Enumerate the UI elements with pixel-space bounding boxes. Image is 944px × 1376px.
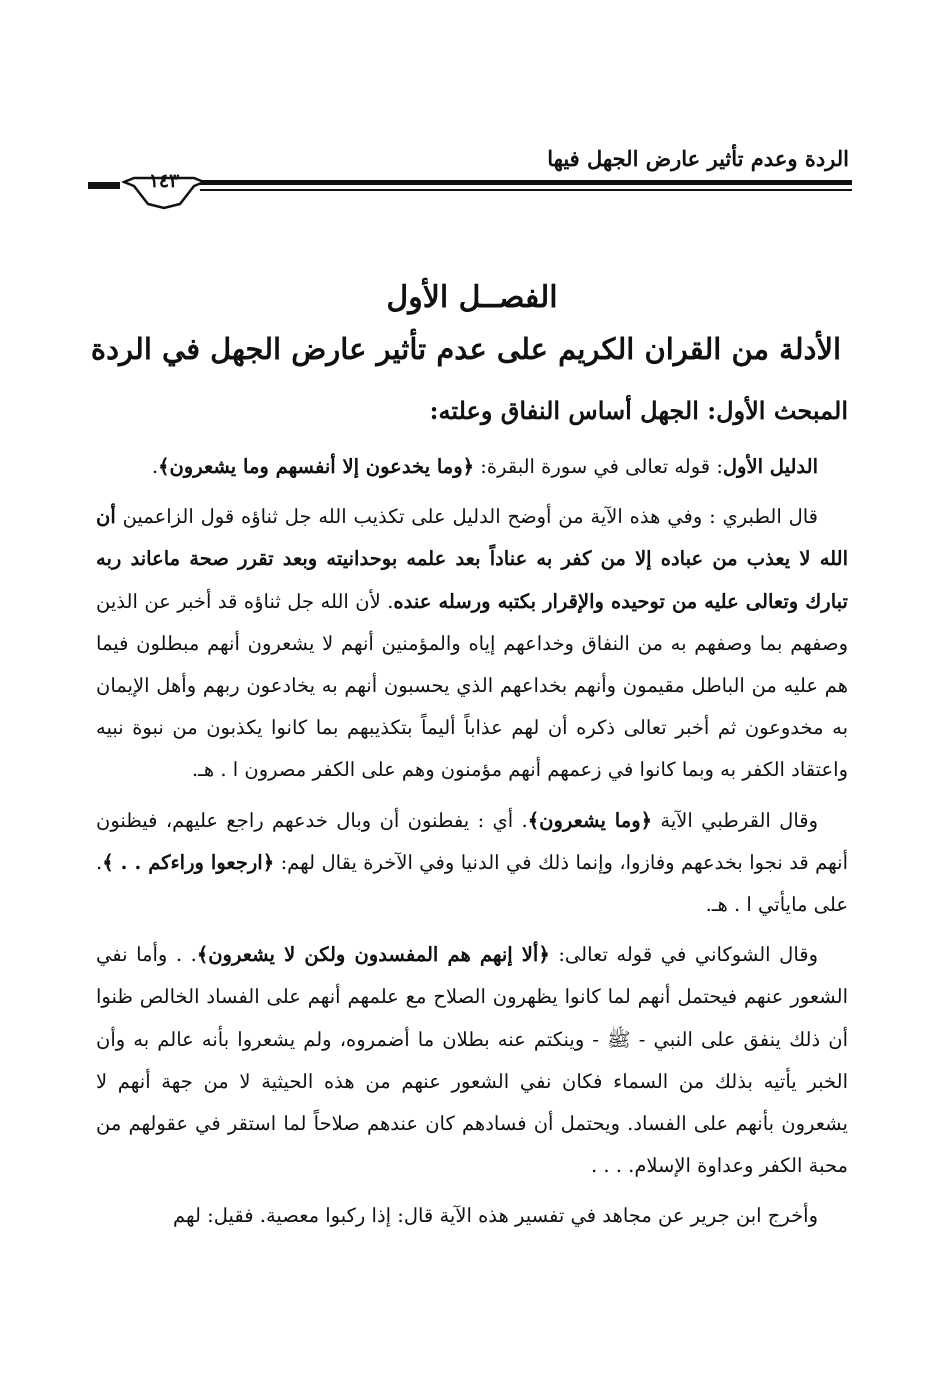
header-rule-left — [88, 182, 120, 189]
header-rule-thick — [200, 180, 852, 185]
running-title: الردة وعدم تأثير عارض الجهل فيها — [547, 146, 849, 171]
quran-quote: ﴿وما يشعرون﴾ — [527, 808, 653, 832]
paragraph-5-text: وأخرج ابن جرير عن مجاهد في تفسير هذه الآية قال: إذا ركبوا معصية. فقيل: لهم — [173, 1204, 818, 1228]
quran-quote: ﴿وما يخدعون إلا أنفسهم وما يشعرون﴾ — [158, 455, 475, 478]
paragraph-3-text: وقال القرطبي الآية — [652, 808, 818, 832]
body-text — [96, 446, 848, 1246]
paragraph-1-text: : قوله تعالى في سورة البقرة: — [474, 455, 723, 478]
paragraph-2-rest: . لأن الله جل ثناؤه قد أخبر عن الذين وصفهم بما وصفهم به من النفاق وخداعهم إياه والمؤمنين أنهم لا يشعرون أنهم مبطلون فيما هم عليه من الباطل مقيمون وأنهم بخداعهم الذي يحسبون أنهم به يخادعون ربهم وأهل الإيمان به مخدوعون ثم أخبر تعالى ذكره أن لهم عذاباً أليماً بتكذيبهم بما كانوا يكذبون من نبوة نبيه واعتقاد الكفر به وبما كانوا في زعمهم أنهم مؤمنون وهم على الكفر مصرون ا . هـ. — [96, 589, 848, 782]
paragraph-1 — [96, 446, 848, 488]
paragraph-3-mid: . أي : يفطنون أن وبال خدعهم راجع عليهم، فيظنون أنهم قد نجوا بخدعهم وفازوا، وإنما ذلك في الدنيا وفي الآخرة يقال لهم: — [96, 808, 848, 874]
quran-quote: ﴿ارجعوا وراءكم . . ﴾ — [102, 850, 275, 874]
page-number: ١٤٣ — [148, 170, 180, 192]
section-heading: المبحث الأول: الجهل أساس النفاق وعلته: — [429, 396, 848, 425]
evidence-label: الدليل الأول — [722, 455, 818, 478]
quran-quote: ﴿ألا إنهم هم المفسدون ولكن لا يشعرون﴾ — [196, 943, 550, 967]
chapter-title: الفصــل الأول — [386, 280, 558, 315]
chapter-subtitle: الأدلة من القران الكريم على عدم تأثير عارض الجهل في الردة — [90, 332, 842, 366]
paragraph-5 — [96, 1195, 848, 1237]
paragraph-3 — [96, 800, 848, 927]
paragraph-3-end: . على مايأتي ا . هـ. — [96, 850, 848, 917]
paragraph-4-text: وقال الشوكاني في قوله تعالى: — [549, 943, 818, 967]
paragraph-4-rest: . . وأما نفي الشعور عنهم فيحتمل أنهم لما كانوا يظهرون الصلاح مع علمهم أنهم على الفساد الخالص ظنوا أن ذلك ينفق على النبي - ﷺ - وينكتم عنه بطلان ما أضمروه، ولم يشعروا بأنه عالم به وأن الخبر يأتيه بذلك من السماء فكان نفي الشعور عنهم من هذه الحيثية لا من جهة أنهم لا يشعرون بأنهم على الفساد. ويحتمل أن فسادهم كان عندهم صلاحاً لما استقر في عقولهم من محبة الكفر وعداوة الإسلام. . . . — [96, 943, 848, 1178]
paragraph-1-end: . — [151, 455, 159, 478]
paragraph-2-emphasis: أن الله لا يعذب من عباده إلا من كفر به عناداً بعد علمه بوحدانيته وبعد تقرر صحة ماعاند ربه تبارك وتعالى عليه من توحيده والإقرار بكتبه ورسله عنده — [96, 505, 848, 613]
header-rule-thin — [200, 189, 852, 191]
paragraph-2 — [96, 496, 848, 791]
paragraph-2-text: قال الطبري : وفي هذه الآية من أوضح الدليل على تكذيب الله جل ثناؤه قول الزاعمين — [115, 505, 818, 529]
paragraph-4 — [96, 934, 848, 1187]
